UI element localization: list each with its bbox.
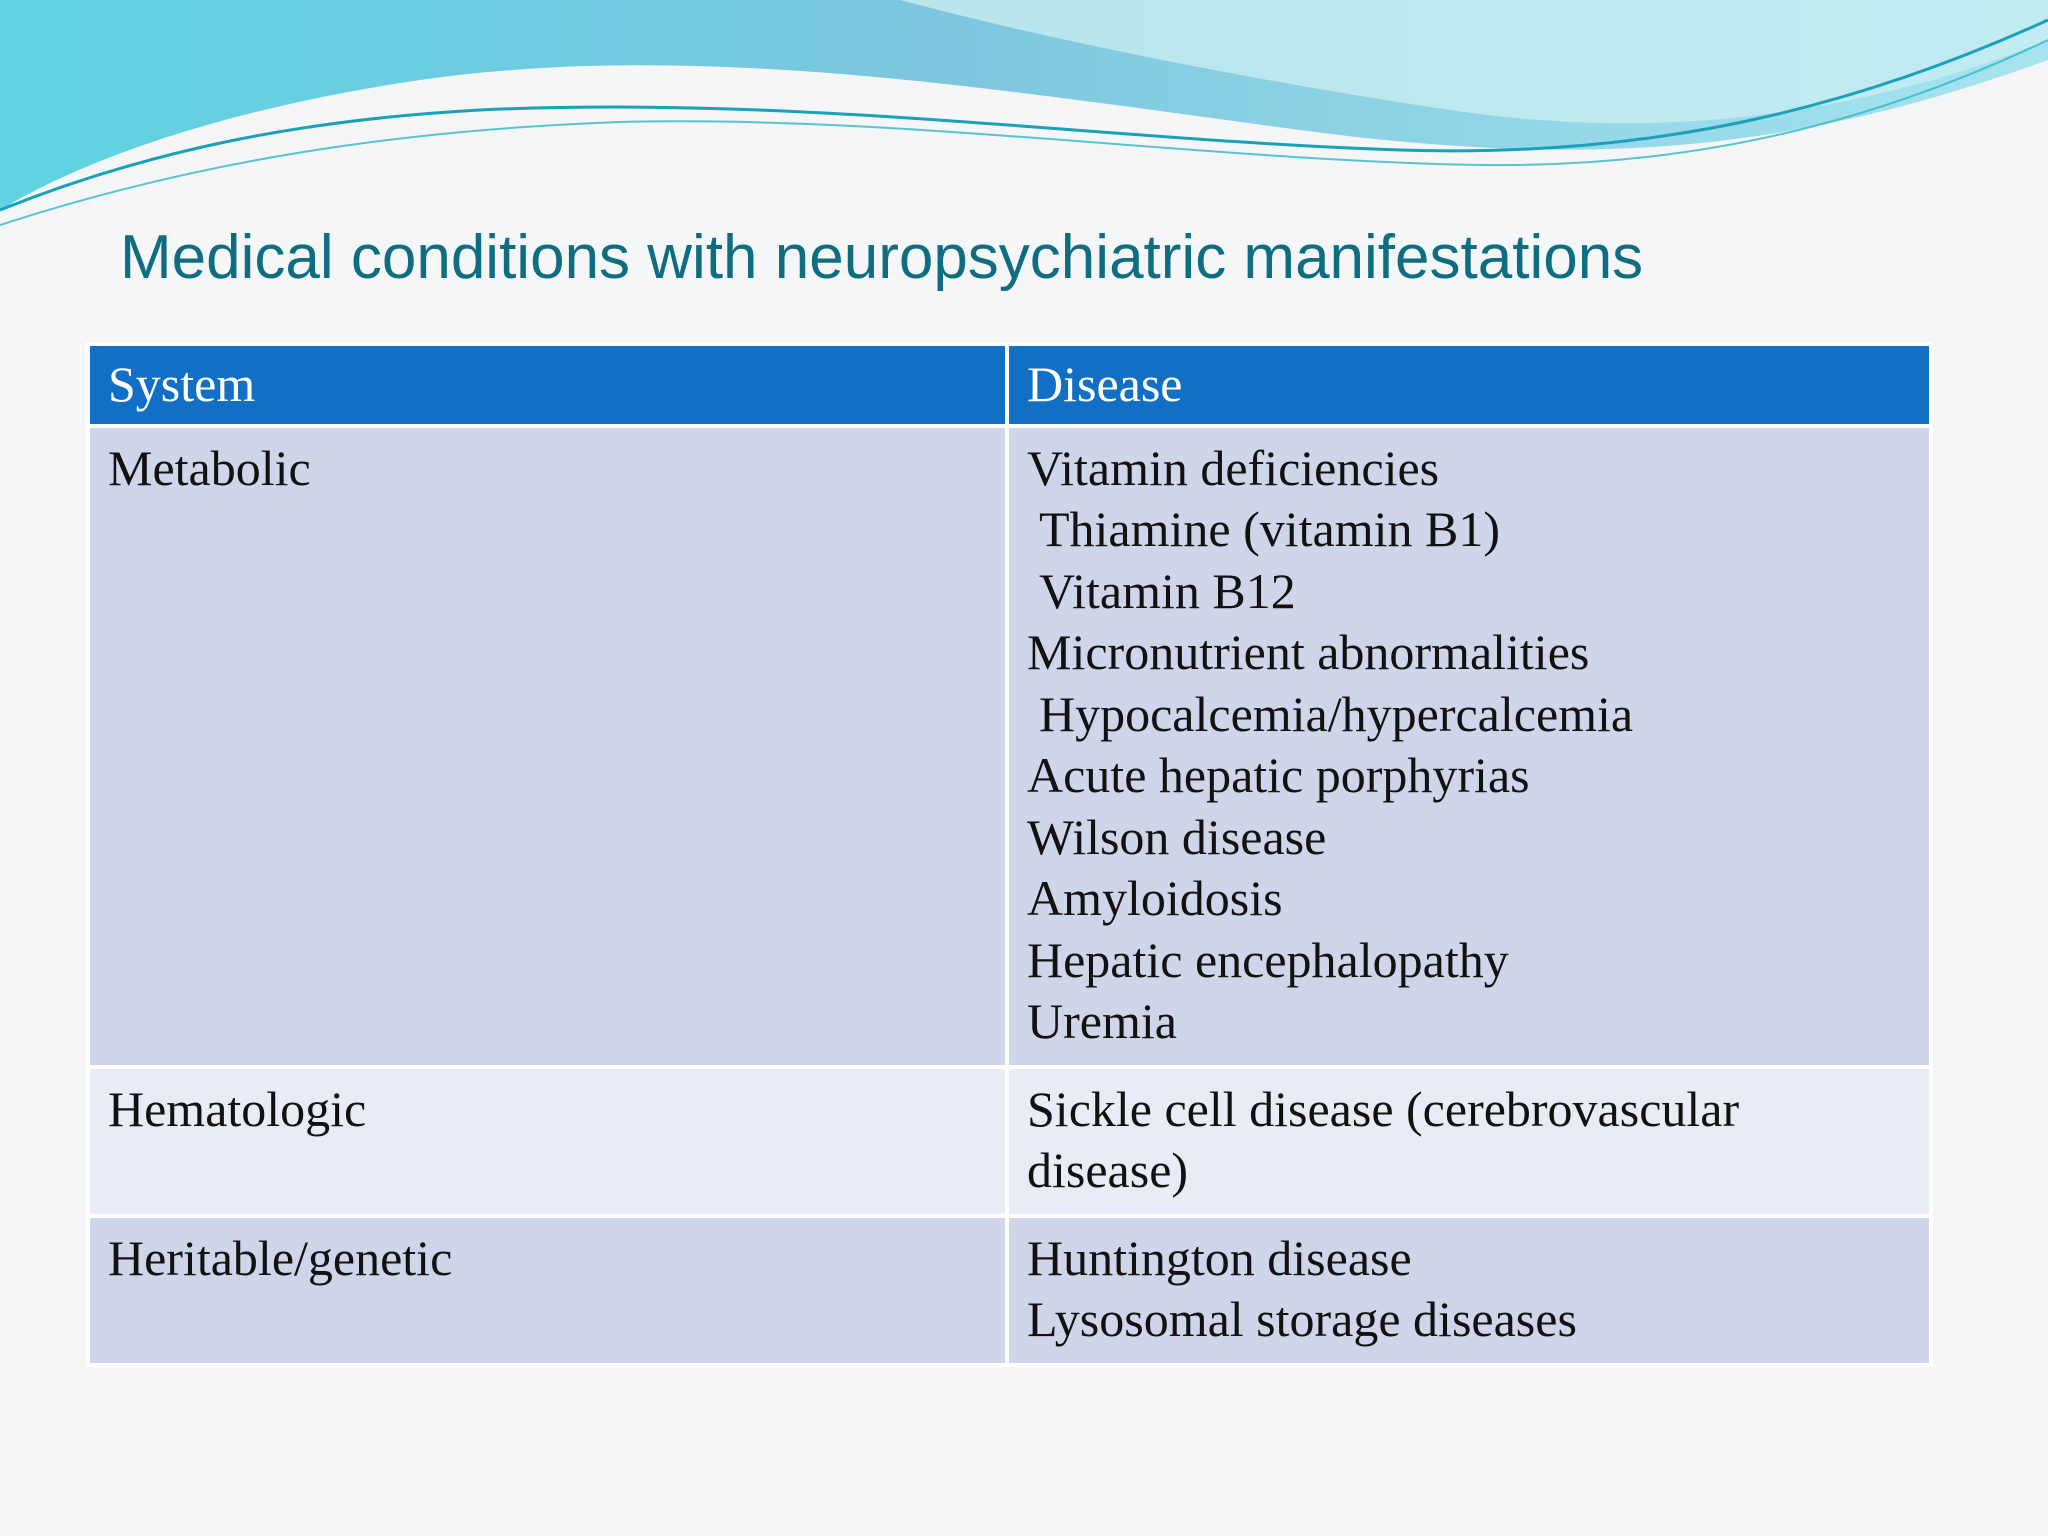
system-cell: Hematologic xyxy=(88,1067,1007,1216)
table-header-row xyxy=(88,344,1931,426)
table-row-hematologic xyxy=(88,1067,1931,1216)
disease-item: Vitamin deficiencies xyxy=(1027,439,1440,496)
header-wave-decoration xyxy=(0,0,2048,260)
disease-subitem: Vitamin B12 xyxy=(1039,562,1296,619)
column-header-system: System xyxy=(88,344,1007,426)
disease-item: Amyloidosis xyxy=(1027,870,1283,926)
disease-cell xyxy=(1007,1067,1931,1216)
disease-item: Wilson disease xyxy=(1027,808,1327,865)
disease-item: Hepatic encephalopathy xyxy=(1027,931,1509,988)
disease-subitem: Hypocalcemia/hypercalcemia xyxy=(1039,685,1634,742)
disease-cell xyxy=(1007,426,1931,1067)
conditions-table xyxy=(86,342,1933,1367)
disease-item: Huntington disease xyxy=(1027,1229,1412,1286)
disease-item: Acute hepatic porphyrias xyxy=(1027,747,1530,803)
disease-subitem: Thiamine (vitamin B1) xyxy=(1039,501,1501,557)
disease-item: Sickle cell disease (cerebrovascular disease) xyxy=(1027,1080,1740,1198)
disease-item: Micronutrient abnormalities xyxy=(1027,624,1590,680)
table-row-heritable-genetic xyxy=(88,1216,1931,1365)
slide-title: Medical conditions with neuropsychiatric manifestations xyxy=(120,223,1644,292)
disease-item: Uremia xyxy=(1027,993,1177,1049)
table-row-metabolic xyxy=(88,426,1931,1067)
system-cell: Heritable/genetic xyxy=(88,1216,1007,1365)
disease-cell xyxy=(1007,1216,1931,1365)
disease-item: Lysosomal storage diseases xyxy=(1027,1291,1577,1347)
system-cell: Metabolic xyxy=(88,426,1007,1067)
column-header-disease: Disease xyxy=(1007,344,1931,426)
